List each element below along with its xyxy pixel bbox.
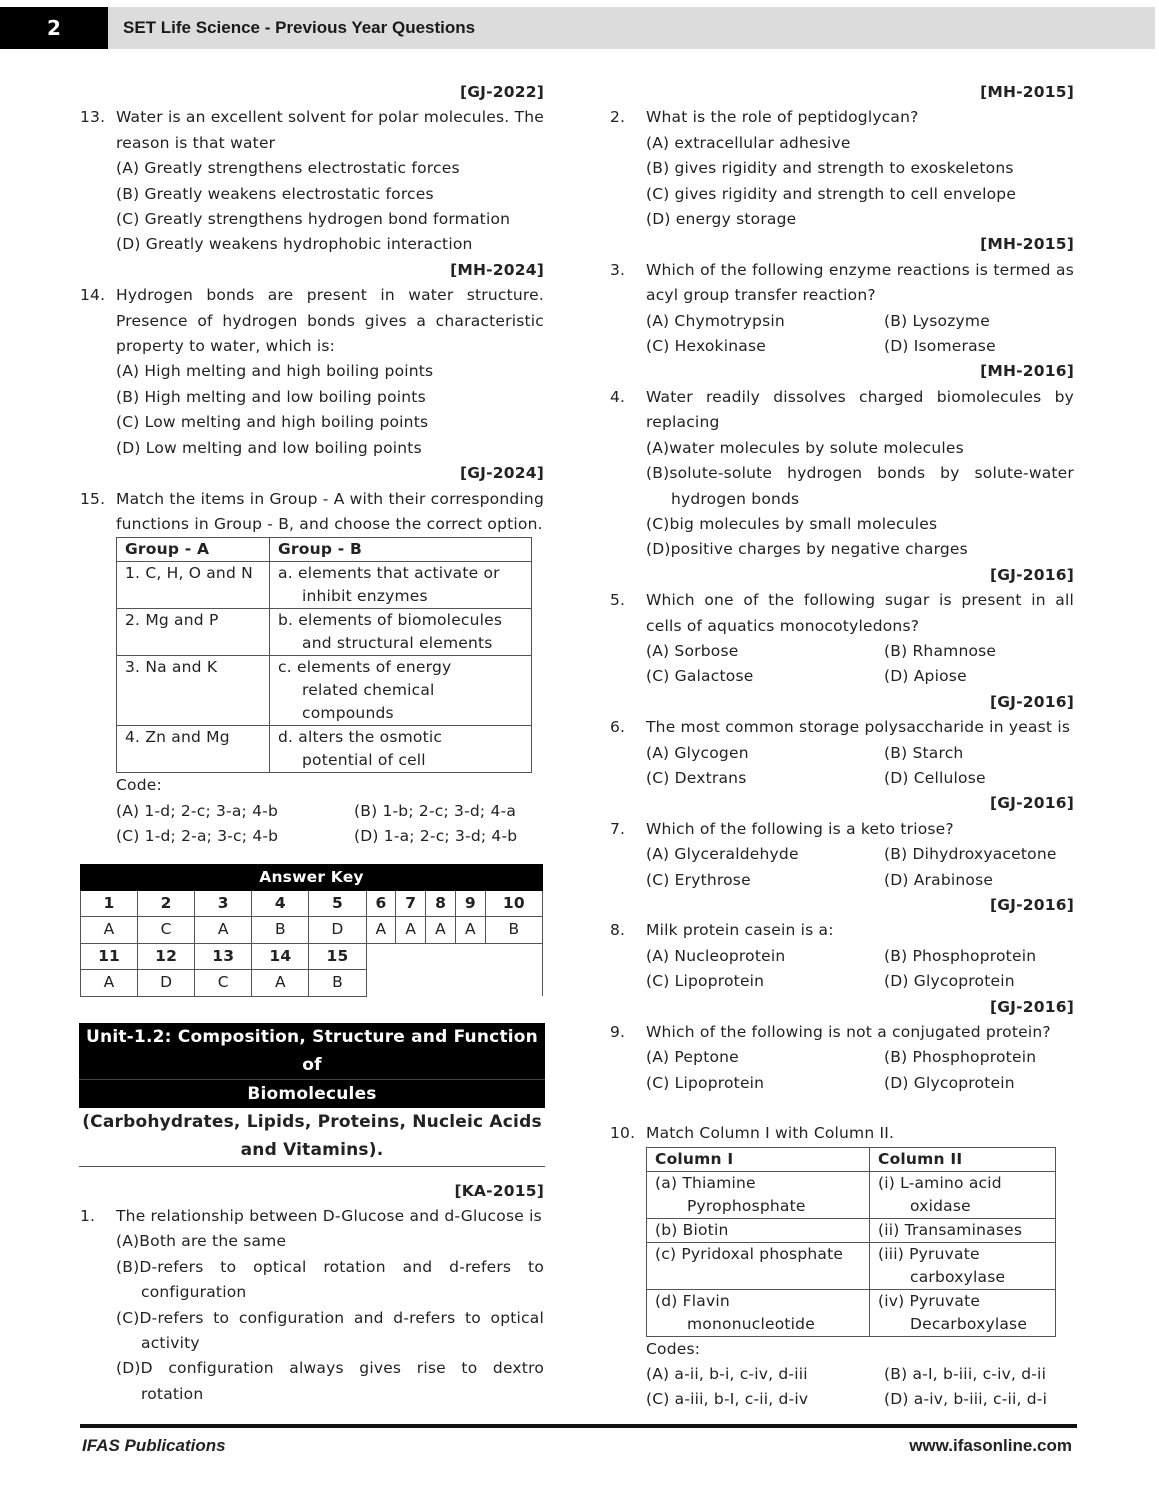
- footer-website[interactable]: www.ifasonline.com: [909, 1436, 1072, 1455]
- question-text: The most common storage polysaccharide in yeast is: [646, 718, 1071, 737]
- cell-line: (c) Pyridoxal phosphate: [655, 1244, 844, 1263]
- table-cell: [270, 726, 532, 773]
- exam-tag: [GJ-2016]: [989, 565, 1074, 584]
- answer-key-empty: [366, 943, 542, 996]
- option: (D) a-iv, b-iii, c-ii, d-i: [884, 1390, 1048, 1409]
- option: (B) Greatly weakens electrostatic forces: [116, 184, 434, 203]
- question-1: [80, 1179, 544, 1408]
- option: (C) 1-d; 2-a; 3-c; 4-b: [116, 827, 279, 846]
- option: (A) Nucleoprotein: [646, 946, 786, 965]
- cell-line: (d) Flavin: [655, 1291, 730, 1310]
- table-cell: [870, 1218, 1056, 1242]
- table-row: [647, 1289, 1056, 1336]
- question-text: What is the role of peptidoglycan?: [646, 108, 919, 127]
- question-number: 8.: [610, 921, 626, 940]
- cell-line: carboxylase: [910, 1267, 1006, 1286]
- cell-line: (b) Biotin: [655, 1220, 729, 1239]
- table-row: [117, 562, 532, 609]
- cell-line: Pyrophosphate: [687, 1196, 806, 1215]
- cell-line: (ii) Transaminases: [878, 1220, 1023, 1239]
- option: (B) 1-b; 2-c; 3-d; 4-a: [354, 801, 517, 820]
- answer-key-cell: A: [366, 917, 396, 943]
- option: (A) Greatly strengthens electrostatic forces: [116, 159, 460, 178]
- option: (D)D configuration always gives rise to dextro rotation: [116, 1359, 544, 1403]
- option: (C) Dextrans: [646, 768, 747, 787]
- option: (B) Lysozyme: [884, 311, 990, 330]
- question-number: 15.: [80, 489, 106, 508]
- exam-tag: [MH-2015]: [980, 83, 1074, 101]
- option: (D) Arabinose: [884, 870, 994, 889]
- footer-publisher: IFAS Publications: [82, 1436, 226, 1455]
- table-cell: 2. Mg and P: [117, 609, 270, 656]
- option: (C)big molecules by small molecules: [646, 514, 938, 533]
- table-cell: [647, 1289, 870, 1336]
- option: (C) Lipoprotein: [646, 972, 765, 991]
- table-cell: 1. C, H, O and N: [117, 562, 270, 609]
- table-cell: [270, 609, 532, 656]
- question-number: 6.: [610, 718, 626, 737]
- answer-key-cell: C: [195, 970, 252, 996]
- answer-key-cell: 7: [396, 890, 426, 916]
- option: (A) Chymotrypsin: [646, 311, 785, 330]
- question-2: [610, 80, 1074, 232]
- exam-tag: [GJ-2016]: [989, 692, 1074, 711]
- option: (D) Cellulose: [884, 768, 986, 787]
- answer-key-cell: 12: [138, 943, 195, 969]
- match-table: [646, 1147, 1056, 1337]
- question-text: Water readily dissolves charged biomolecules by replacing: [646, 387, 1074, 432]
- cell-line: and structural elements: [302, 634, 493, 653]
- cell-line: b. elements of biomolecules: [278, 611, 503, 630]
- cell-line: potential of cell: [302, 751, 426, 770]
- option: (A)Both are the same: [116, 1232, 287, 1251]
- cell-line: (iii) Pyruvate: [878, 1244, 980, 1263]
- table-header: Column I: [647, 1147, 870, 1171]
- option: (C)D-refers to configuration and d-refers to optical activity: [116, 1308, 544, 1352]
- option: (B)solute-solute hydrogen bonds by solute-water hydrogen bonds: [646, 464, 1074, 508]
- exam-tag: [GJ-2016]: [989, 997, 1074, 1016]
- question-number: 14.: [80, 286, 106, 305]
- code-label: Codes:: [646, 1339, 701, 1358]
- option: (C) Galactose: [646, 667, 754, 686]
- table-cell: [270, 656, 532, 726]
- unit-title-line: Biomolecules: [247, 1083, 377, 1104]
- option: (B) gives rigidity and strength to exoskeletons: [646, 159, 1014, 178]
- answer-key-cell: 13: [195, 943, 252, 969]
- question-number: 1.: [80, 1206, 96, 1225]
- answer-key-cell: 5: [309, 890, 366, 916]
- table-row: [117, 656, 532, 726]
- cell-line: c. elements of energy: [278, 658, 452, 677]
- exam-tag: [MH-2015]: [980, 235, 1074, 254]
- answer-key-cell: 4: [252, 890, 309, 916]
- left-column: [80, 80, 544, 1407]
- table-cell: [270, 562, 532, 609]
- question-9: [610, 995, 1074, 1097]
- option: (D) Low melting and low boiling points: [116, 438, 422, 457]
- cell-line: related chemical: [302, 681, 435, 700]
- table-row: [647, 1171, 1056, 1218]
- option: (C) Erythrose: [646, 870, 751, 889]
- question-10: [610, 1121, 1074, 1413]
- answer-key-table: [80, 864, 543, 997]
- answer-key-row: [81, 943, 543, 969]
- answer-key-cell: A: [396, 917, 426, 943]
- table-cell: [870, 1289, 1056, 1336]
- cell-line: mononucleotide: [687, 1314, 815, 1333]
- cell-line: (i) L-amino acid: [878, 1173, 1002, 1192]
- question-text: Water is an excellent solvent for polar molecules. The reason is that water: [116, 108, 544, 152]
- table-cell: [870, 1171, 1056, 1218]
- answer-key-title: Answer Key: [81, 864, 543, 890]
- answer-key-cell: A: [252, 970, 309, 996]
- table-cell: 4. Zn and Mg: [117, 726, 270, 773]
- match-table: [116, 537, 532, 773]
- option: (D) Glycoprotein: [884, 1073, 1015, 1092]
- option: (D) Apiose: [884, 667, 967, 686]
- cell-line: Decarboxylase: [910, 1314, 1028, 1333]
- table-row: [647, 1218, 1056, 1242]
- option: (A)water molecules by solute molecules: [646, 438, 964, 457]
- option: (A) Glyceraldehyde: [646, 845, 799, 864]
- table-cell: [647, 1171, 870, 1218]
- answer-key-cell: A: [455, 917, 485, 943]
- question-7: [610, 791, 1074, 893]
- page-number: 2: [0, 7, 108, 49]
- question-5: [610, 563, 1074, 690]
- question-number: 5.: [610, 591, 626, 610]
- option: (B) High melting and low boiling points: [116, 387, 426, 406]
- exam-tag: [MH-2016]: [980, 362, 1074, 381]
- question-6: [610, 690, 1074, 792]
- cell-line: (iv) Pyruvate: [878, 1291, 981, 1310]
- table-header: Group - B: [270, 538, 532, 562]
- option: (A) a-ii, b-i, c-iv, d-iii: [646, 1365, 808, 1384]
- question-number: 3.: [610, 260, 626, 279]
- unit-subtitle: (Carbohydrates, Lipids, Proteins, Nucleic Acids and Vitamins).: [79, 1108, 545, 1167]
- question-text: Match Column I with Column II.: [646, 1124, 895, 1143]
- question-text: Which of the following is a keto triose?: [646, 819, 954, 838]
- option: (B) Phosphoprotein: [884, 946, 1037, 965]
- option: (A) extracellular adhesive: [646, 133, 851, 152]
- question-text: Hydrogen bonds are present in water structure. Presence of hydrogen bonds gives a characteristic property to water, which is:: [116, 286, 544, 356]
- question-text: Which one of the following sugar is present in all cells of aquatics monocotyledons?: [646, 591, 1074, 635]
- question-number: 7.: [610, 819, 626, 838]
- answer-key-cell: B: [309, 970, 366, 996]
- table-cell: [647, 1218, 870, 1242]
- option: (B) Dihydroxyacetone: [884, 845, 1057, 864]
- question-number: 13.: [80, 108, 106, 127]
- option: (A) High melting and high boiling points: [116, 362, 434, 381]
- question-8: [610, 893, 1074, 995]
- exam-tag: [GJ-2016]: [989, 896, 1074, 914]
- footer-rule: [80, 1424, 1077, 1428]
- option: (C) Low melting and high boiling points: [116, 413, 429, 432]
- question-number: 4.: [610, 387, 626, 406]
- answer-key-cell: D: [309, 917, 366, 943]
- right-column: [610, 80, 1074, 1413]
- answer-key-cell: C: [138, 917, 195, 943]
- table-cell: 3. Na and K: [117, 656, 270, 726]
- question-13: [80, 80, 544, 258]
- header-title: SET Life Science - Previous Year Questions: [123, 18, 476, 37]
- exam-tag: [GJ-2016]: [989, 794, 1074, 813]
- option: (B) Starch: [884, 743, 964, 762]
- question-number: 2.: [610, 108, 626, 127]
- option: (A) Peptone: [646, 1048, 739, 1067]
- page-header: [0, 7, 1155, 49]
- answer-key-cell: 8: [426, 890, 456, 916]
- table-header: Column II: [870, 1147, 1056, 1171]
- option: (A) Glycogen: [646, 743, 749, 762]
- cell-line: (a) Thiamine: [655, 1173, 756, 1192]
- option: (D) 1-a; 2-c; 3-d; 4-b: [354, 827, 518, 846]
- cell-line: inhibit enzymes: [302, 587, 428, 606]
- answer-key-cell: B: [485, 917, 542, 943]
- option: (B) Phosphoprotein: [884, 1048, 1037, 1067]
- answer-key-cell: 11: [81, 943, 138, 969]
- answer-key-cell: A: [195, 917, 252, 943]
- question-text: Milk protein casein is a:: [646, 921, 834, 940]
- answer-key-cell: B: [252, 917, 309, 943]
- option: (C) gives rigidity and strength to cell envelope: [646, 184, 1017, 203]
- question-number: 9.: [610, 1023, 626, 1042]
- cell-line: compounds: [302, 704, 394, 723]
- option: (C) Lipoprotein: [646, 1073, 765, 1092]
- table-row: [117, 726, 532, 773]
- unit-title-line: Unit-1.2: Composition, Structure and Function of: [79, 1023, 545, 1080]
- answer-key-cell: 1: [81, 890, 138, 916]
- table-cell: [647, 1242, 870, 1289]
- cell-line: a. elements that activate or: [278, 564, 500, 583]
- question-4: [610, 359, 1074, 562]
- option: (C) Hexokinase: [646, 337, 766, 356]
- option: (D) Isomerase: [884, 337, 996, 356]
- option: (B) Rhamnose: [884, 641, 997, 660]
- cell-line: oxidase: [910, 1196, 971, 1215]
- answer-key-cell: 15: [309, 943, 366, 969]
- answer-key-row: [81, 890, 543, 916]
- option: (B) a-I, b-iii, c-iv, d-ii: [884, 1365, 1047, 1384]
- question-text: Which of the following enzyme reactions is termed as acyl group transfer reaction?: [646, 260, 1074, 305]
- table-cell: [870, 1242, 1056, 1289]
- option: (C) a-iii, b-I, c-ii, d-iv: [646, 1390, 809, 1409]
- unit-heading: [79, 1023, 545, 1108]
- option: (B)D-refers to optical rotation and d-refers to configuration: [116, 1257, 544, 1302]
- exam-tag: [MH-2024]: [450, 260, 544, 279]
- cell-line: d. alters the osmotic: [278, 728, 443, 747]
- question-14: [80, 258, 544, 461]
- answer-key-cell: 9: [455, 890, 485, 916]
- answer-key-cell: A: [81, 917, 138, 943]
- code-label: Code:: [116, 776, 162, 795]
- answer-key-cell: 14: [252, 943, 309, 969]
- answer-key-cell: 6: [366, 890, 396, 916]
- exam-tag: [KA-2015]: [454, 1181, 544, 1200]
- option: (D) Greatly weakens hydrophobic interaction: [116, 235, 473, 254]
- answer-key-cell: 10: [485, 890, 542, 916]
- exam-tag: [GJ-2024]: [459, 464, 544, 483]
- option: (D) Glycoprotein: [884, 972, 1015, 991]
- table-row: [647, 1242, 1056, 1289]
- answer-key-cell: 2: [138, 890, 195, 916]
- option: (A) Sorbose: [646, 641, 739, 660]
- question-15: [80, 461, 544, 849]
- option: (D)positive charges by negative charges: [646, 540, 968, 559]
- option: (D) energy storage: [646, 210, 797, 229]
- question-number: 10.: [610, 1124, 636, 1143]
- exam-tag: [GJ-2022]: [459, 83, 544, 101]
- answer-key-cell: D: [138, 970, 195, 996]
- answer-key-cell: A: [81, 970, 138, 996]
- question-3: [610, 232, 1074, 359]
- question-text: Which of the following is not a conjugated protein?: [646, 1023, 1051, 1042]
- table-row: [117, 609, 532, 656]
- answer-key-row: [81, 917, 543, 943]
- answer-key-cell: 3: [195, 890, 252, 916]
- option: (A) 1-d; 2-c; 3-a; 4-b: [116, 801, 278, 820]
- option: (C) Greatly strengthens hydrogen bond formation: [116, 210, 511, 229]
- answer-key-cell: A: [426, 917, 456, 943]
- question-text: Match the items in Group - A with their corresponding functions in Group - B, and choose the correct option.: [116, 489, 544, 533]
- table-header: Group - A: [117, 538, 270, 562]
- question-text: The relationship between D-Glucose and d-Glucose is: [116, 1206, 542, 1225]
